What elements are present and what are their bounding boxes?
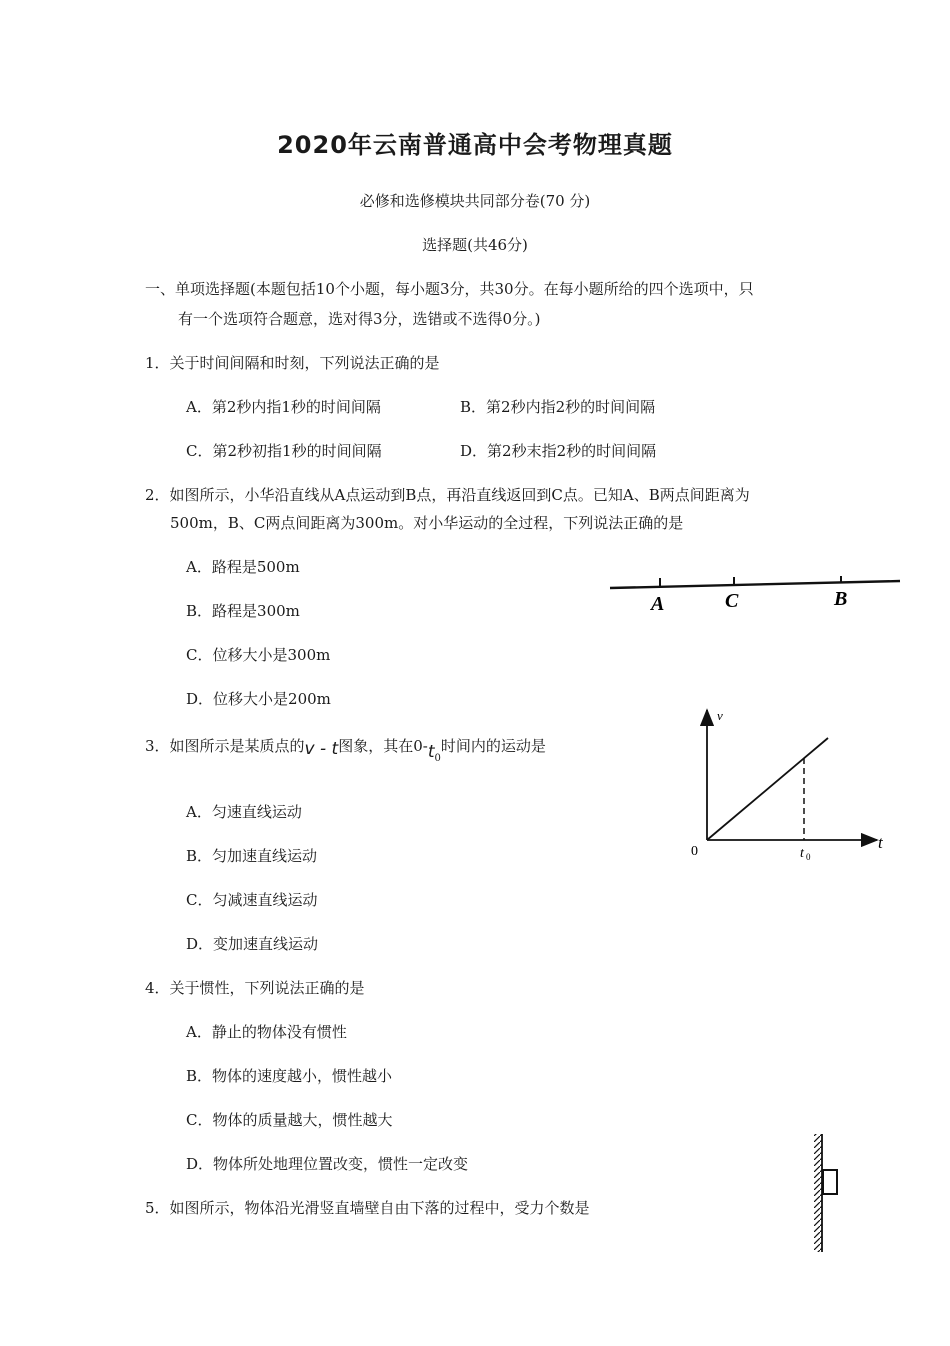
q2-option-d: D．位移大小是200m [186,690,331,708]
q3-option-b: B．匀加速直线运动 [186,847,318,865]
q3-stem-vt: v - t [304,739,339,759]
part-subtitle: 必修和选修模块共同部分卷(70 分) [359,192,591,210]
q3-stem-t: t [427,742,435,762]
q3-stem [145,735,546,764]
q3-x-label: t [878,833,883,852]
q1-option-b: B．第2秒内指2秒的时间间隔 [460,398,656,416]
q3-t0-sub: 0 [806,852,811,862]
q5-stem: 5．如图所示，物体沿光滑竖直墙壁自由下落的过程中，受力个数是 [145,1199,590,1217]
q5-block [823,1170,837,1194]
q3-stem-post: 时间内的运动是 [440,737,546,755]
q2-label-c: C [725,590,739,612]
q1-option-a: A．第2秒内指1秒的时间间隔 [186,398,381,416]
q4-option-c: C．物体的质量越大，惯性越大 [186,1111,393,1129]
q2-option-b: B．路程是300m [186,602,300,620]
q3-origin-label: 0 [691,844,698,859]
q4-option-b: B．物体的速度越小，惯性越小 [186,1067,393,1085]
q3-vt-graph [685,700,895,870]
q1-option-c: C．第2秒初指1秒的时间间隔 [186,442,382,460]
q2-line [610,581,900,588]
q2-option-c: C．位移大小是300m [186,646,331,664]
q3-option-c: C．匀减速直线运动 [186,891,318,909]
page-title: 2020年云南普通高中会考物理真题 [277,131,673,159]
section-instructions-line1: 一、单项选择题(本题包括10个小题，每小题3分，共30分。在每小题所给的四个选项中，只 [145,280,754,298]
q3-option-d: D．变加速直线运动 [186,935,319,953]
section-instructions-line2: 有一个选项符合题意，选对得3分，选错或不选得0分。) [178,310,541,328]
q4-stem: 4．关于惯性，下列说法正确的是 [145,979,365,997]
q1-stem: 1．关于时间间隔和时刻，下列说法正确的是 [145,354,440,372]
q3-t0-label: t [800,846,804,861]
q3-y-label: v [717,708,723,723]
section-subtitle: 选择题(共46分) [422,236,528,254]
q3-velocity-line [707,738,828,840]
q2-label-b: B [834,588,848,610]
q3-stem-pre: 3．如图所示是某质点的 [145,737,305,755]
q5-wall-hatching [814,1134,822,1252]
q4-option-d: D．物体所处地理位置改变，惯性一定改变 [186,1155,469,1173]
q3-stem-sub: 0 [434,753,441,764]
q2-label-a: A [651,593,665,615]
q2-stem-line2: 500m，B、C两点间距离为300m。对小华运动的全过程，下列说法正确的是 [170,514,684,532]
q2-stem-line1: 2．如图所示，小华沿直线从A点运动到B点，再沿直线返回到C点。已知A、B两点间距离为 [145,486,750,504]
q5-wall-diagram [808,1130,848,1256]
q2-option-a: A．路程是500m [186,558,300,576]
q3-stem-mid: 图象，其在0- [338,737,428,755]
q3-option-a: A．匀速直线运动 [186,803,302,821]
q1-option-d: D．第2秒末指2秒的时间间隔 [460,442,657,460]
q2-line-diagram [600,565,910,620]
q4-option-a: A．静止的物体没有惯性 [186,1023,347,1041]
